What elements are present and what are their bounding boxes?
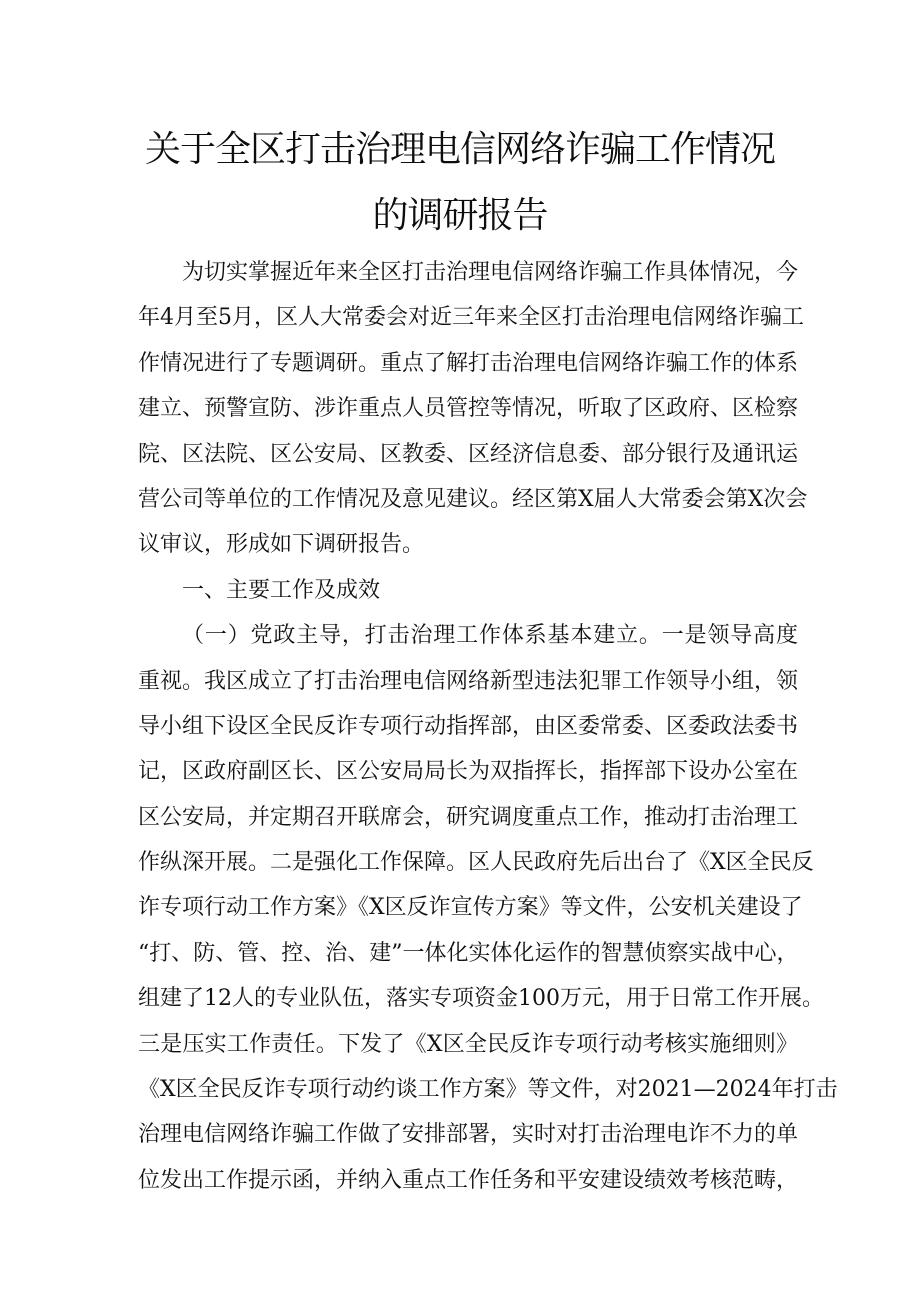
paragraph-line: 议审议，形成如下调研报告。 [138, 532, 425, 558]
paragraph-line: 治理电信网络诈骗工作做了安排部署，实时对打击治理电诈不力的单 [138, 1122, 799, 1148]
document-title-line-2: 的调研报告 [372, 195, 548, 236]
paragraph-line: 营公司等单位的工作情况及意见建议。经区第X届人大常委会第X次会 [138, 486, 808, 512]
paragraph-line: 院、区法院、区公安局、区教委、区经济信息委、部分银行及通讯运 [138, 441, 799, 467]
paragraph-line: 诈专项行动工作方案》《X区反诈宣传方案》等文件，公安机关建设了 [138, 895, 803, 921]
section-heading: 一、主要工作及成效 [182, 577, 381, 603]
paragraph-line: “打、防、管、控、治、建”一体化实体化运作的智慧侦察实战中心， [138, 940, 799, 966]
paragraph-line: 年4月至5月，区人大常委会对近三年来全区打击治理电信网络诈骗工 [138, 305, 804, 331]
paragraph-line: 为切实掌握近年来全区打击治理电信网络诈骗工作具体情况，今 [182, 260, 799, 285]
paragraph-line: 《X区全民反诈专项行动约谈工作方案》等文件，对2021—2024年打击 [138, 1077, 838, 1103]
document-title-line-1: 关于全区打击治理电信网络诈骗工作情况 [144, 129, 775, 170]
paragraph-line: 作纵深开展。二是强化工作保障。区人民政府先后出台了《X区全民反 [138, 850, 814, 876]
document-body [138, 250, 838, 1203]
paragraph-line: 组建了12人的专业队伍，落实专项资金100万元，用于日常工作开展。 [138, 986, 824, 1012]
paragraph-line: 区公安局，并定期召开联席会，研究调度重点工作，推动打击治理工 [138, 804, 799, 830]
paragraph-line: 作情况进行了专题调研。重点了解打击治理电信网络诈骗工作的体系 [138, 350, 799, 376]
paragraph-line: 导小组下设区全民反诈专项行动指挥部，由区委常委、区委政法委书 [138, 713, 799, 739]
paragraph-line: （一）党政主导，打击治理工作体系基本建立。一是领导高度 [182, 623, 798, 649]
paragraph-line: 建立、预警宣防、涉诈重点人员管控等情况，听取了区政府、区检察 [138, 396, 799, 422]
paragraph-line: 记，区政府副区长、区公安局局长为双指挥长，指挥部下设办公室在 [138, 759, 799, 785]
paragraph-line: 位发出工作提示函，并纳入重点工作任务和平安建设绩效考核范畴， [138, 1167, 799, 1193]
paragraph-line: 三是压实工作责任。下发了《X区全民反诈专项行动考核实施细则》 [138, 1031, 798, 1057]
paragraph-line: 重视。我区成立了打击治理电信网络新型违法犯罪工作领导小组，领 [138, 668, 799, 694]
